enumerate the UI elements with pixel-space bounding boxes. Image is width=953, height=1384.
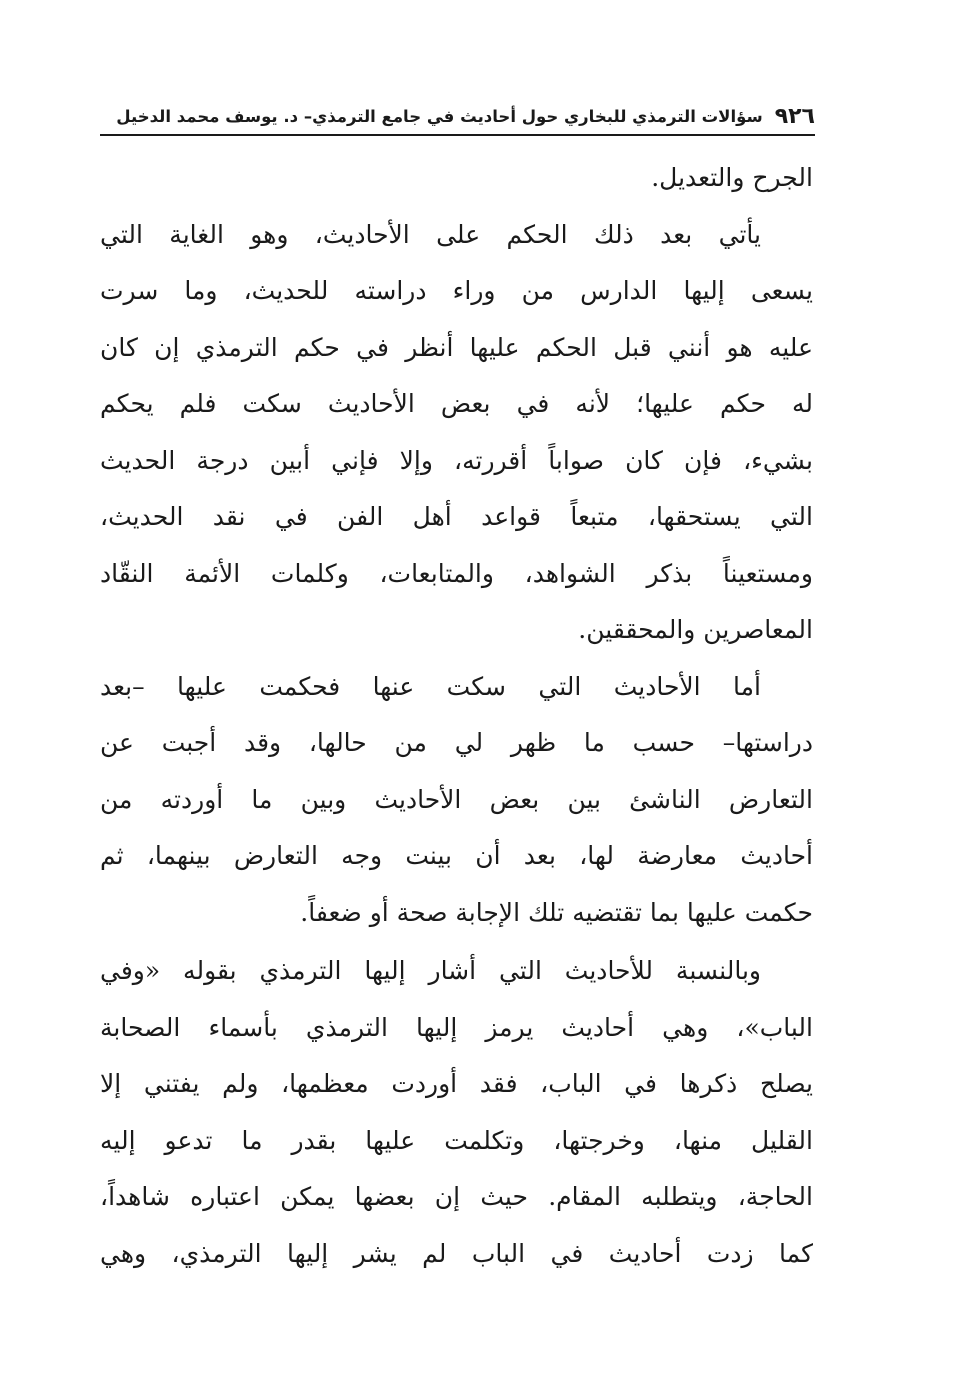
text-line: القليل منها، وخرجتها، وتكلمت عليها بقدر ما تدعو إليه bbox=[100, 1125, 813, 1155]
text-line: يسعى إليها الدارس من وراء دراسته للحديث، وما سرت bbox=[100, 276, 813, 305]
text-line: كما زدت أحاديث في الباب لم يشر إليها الترمذي، وهي bbox=[100, 1238, 813, 1268]
text-line: الجرح والتعديل. bbox=[651, 163, 813, 192]
text-line: الحاجة، ويتطلبه المقام. حيث إن بعضها يمكن اعتباره شاهداً، bbox=[100, 1182, 813, 1211]
text-line: عليه هو أنني قبل الحكم عليها أنظر في حكم الترمذي إن كان bbox=[100, 332, 813, 362]
text-line: التي يستحقها، متبعاً قواعد أهل الفن في نقد الحديث، bbox=[100, 502, 813, 531]
text-line: أحاديث معارضة لها، بعد أن بينت وجه التعارض بينهما، ثم bbox=[100, 841, 813, 870]
text-line: التعارض الناشئ بين بعض الأحاديث وبين ما أوردته من bbox=[100, 784, 813, 814]
text-line: بشيء، فإن كان صواباً أقررته، وإلا فإني أبين درجة الحديث bbox=[100, 445, 813, 475]
body-text bbox=[100, 150, 813, 1282]
text-line: له حكم عليها؛ لأنه في بعض الأحاديث سكت فلم يحكم bbox=[100, 389, 813, 418]
running-title: سؤالات الترمذي للبخاري حول أحاديث في جامع الترمذي– د. يوسف محمد الدخيل bbox=[116, 106, 763, 126]
page-number: ٩٢٦ bbox=[774, 103, 815, 129]
text-line: دراستها– حسب ما ظهر لي من حالها، وقد أجبت عن bbox=[100, 728, 813, 757]
text-line: يأتي بعد ذلك الحكم على الأحاديث، وهو الغاية التي bbox=[100, 219, 761, 249]
text-line: حكمت عليها بما تقتضيه تلك الإجابة صحة أو ضعفاً. bbox=[300, 897, 813, 927]
text-line: المعاصرين والمحققين. bbox=[578, 615, 813, 644]
text-line: وبالنسبة للأحاديث التي أشار إليها الترمذي بقوله «وفي bbox=[100, 956, 761, 985]
text-line: الباب»، وهي أحاديث يرمز إليها الترمذي بأسماء الصحابة bbox=[100, 1012, 813, 1042]
text-line: ومستعيناً بذكر الشواهد، والمتابعات، وكلمات الأئمة النقّاد bbox=[100, 558, 813, 588]
text-line: يصلح ذكرها في الباب، فقد أوردت معظمها، ولم يفتني إلا bbox=[100, 1069, 813, 1098]
text-line: أما الأحاديث التي سكت عنها فحكمت عليها –بعد bbox=[100, 671, 761, 701]
running-header bbox=[100, 98, 815, 136]
